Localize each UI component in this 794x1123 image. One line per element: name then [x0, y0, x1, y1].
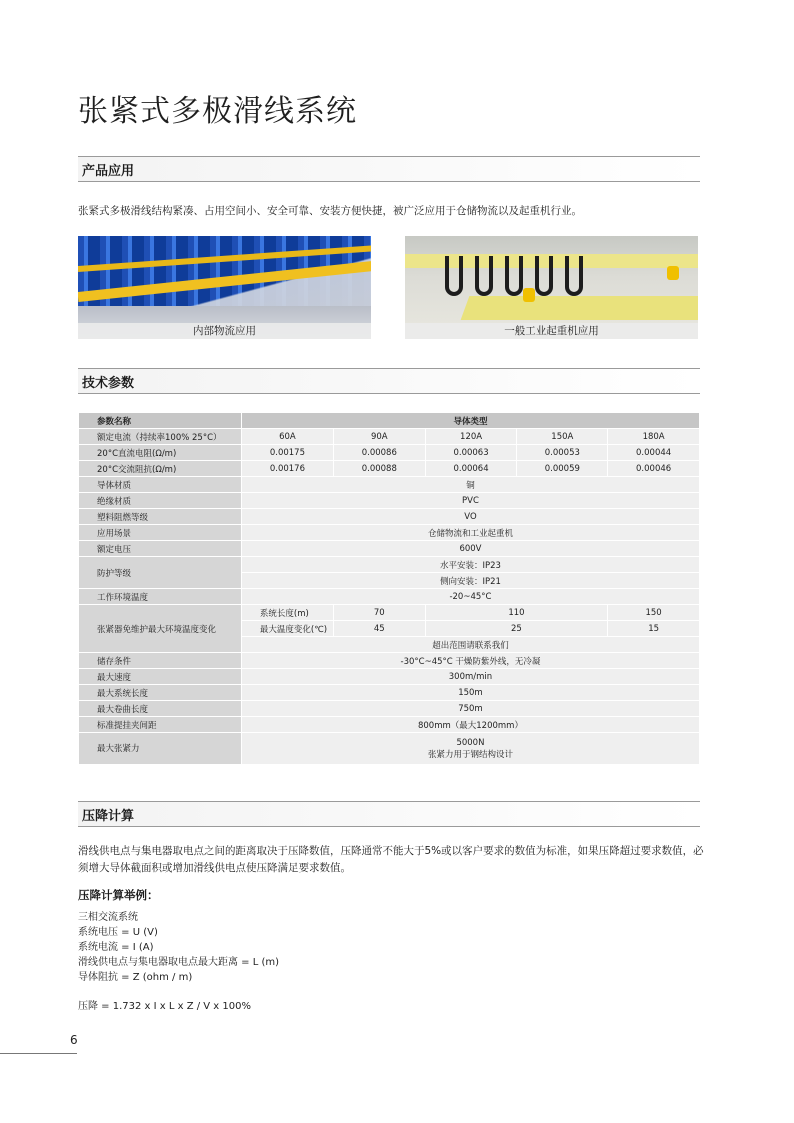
row-label: 绝缘材质 [79, 493, 242, 509]
table-row [79, 685, 700, 701]
table-row [79, 413, 700, 429]
table-cell: 600V [241, 541, 699, 557]
table-cell: 0.00175 [241, 445, 333, 461]
table-row [79, 509, 700, 525]
table-row [79, 445, 700, 461]
table-row [79, 669, 700, 685]
section-header-specs [78, 368, 700, 394]
table-cell: 180A [608, 429, 700, 445]
formula-line: 导体阻抗 = Z (ohm / m) [78, 972, 193, 983]
table-cell: 800mm（最大1200mm） [241, 717, 699, 733]
table-row [79, 653, 700, 669]
table-cell: 0.00053 [517, 445, 608, 461]
table-cell: 仓储物流和工业起重机 [241, 525, 699, 541]
type-header: 导体类型 [241, 413, 699, 429]
table-cell: 15 [608, 621, 700, 637]
row-label: 最大张紧力 [79, 733, 242, 765]
table-cell: 70 [333, 605, 425, 621]
table-row [79, 605, 700, 621]
row-label: 张紧器免维护最大环境温度变化 [79, 605, 242, 653]
param-header: 参数名称 [79, 413, 242, 429]
formula-line: 系统电流 = I (A) [78, 942, 154, 953]
table-cell [241, 733, 699, 765]
table-cell: 侧向安装：IP21 [241, 573, 699, 589]
formula-line: 系统电压 = U (V) [78, 927, 158, 938]
spec-table [78, 412, 700, 765]
formula-result: 压降 = 1.732 x I x L x Z / V x 100% [78, 1001, 251, 1012]
section-heading: 压降计算 [82, 809, 135, 824]
table-row [79, 701, 700, 717]
table-cell: 150A [517, 429, 608, 445]
table-cell: 120A [425, 429, 517, 445]
table-cell: 0.00063 [425, 445, 517, 461]
logistics-photo [78, 236, 371, 339]
table-cell: 铜 [241, 477, 699, 493]
table-cell: 300m/min [241, 669, 699, 685]
section-header-application [78, 156, 700, 182]
section-heading: 技术参数 [82, 376, 135, 391]
table-cell: 水平安装：IP23 [241, 557, 699, 573]
table-cell: 60A [241, 429, 333, 445]
table-cell: -20~45°C [241, 589, 699, 605]
table-cell: 0.00059 [517, 461, 608, 477]
page-title: 张紧式多极滑线系统 [78, 94, 357, 129]
table-cell: 750m [241, 701, 699, 717]
row-label: 最大系统长度 [79, 685, 242, 701]
row-label: 防护等级 [79, 557, 242, 589]
example-title: 压降计算举例： [78, 888, 159, 902]
table-cell: PVC [241, 493, 699, 509]
table-row [79, 733, 700, 765]
table-cell: 0.00088 [333, 461, 425, 477]
table-cell: 110 [425, 605, 608, 621]
row-label: 导体材质 [79, 477, 242, 493]
table-cell: 最大温度变化(℃) [241, 621, 333, 637]
table-row [79, 557, 700, 573]
tension-note: 张紧力用于钢结构设计 [427, 749, 513, 760]
row-label: 额定电压 [79, 541, 242, 557]
table-cell: 0.00064 [425, 461, 517, 477]
section-heading: 产品应用 [82, 164, 135, 179]
footer-divider [0, 1053, 77, 1054]
section-header-voltage-drop [78, 801, 700, 827]
row-label: 储存条件 [79, 653, 242, 669]
table-cell: 150 [608, 605, 700, 621]
row-label: 20°C直流电阻(Ω/m) [79, 445, 242, 461]
voltage-drop-text: 滑线供电点与集电器取电点之间的距离取决于压降数值，压降通常不能大于5%或以客户要求的数值为标准，如果压降超过要求数值，必须增大导体截面积或增加滑线供电点使压降满足要求数值。 [78, 845, 704, 874]
table-row [79, 717, 700, 733]
row-label: 标准提挂夹间距 [79, 717, 242, 733]
table-row [79, 541, 700, 557]
table-cell: 0.00044 [608, 445, 700, 461]
table-row [79, 589, 700, 605]
formula-line: 滑线供电点与集电器取电点最大距离 = L (m) [78, 957, 280, 968]
photo-caption: 一般工业起重机应用 [405, 323, 698, 339]
table-row [79, 461, 700, 477]
table-cell: -30°C~45°C 干燥防紫外线，无冷凝 [241, 653, 699, 669]
table-row [79, 525, 700, 541]
table-cell: 超出范围请联系我们 [241, 637, 699, 653]
row-label: 额定电流（持续率100% 25°C） [79, 429, 242, 445]
table-cell: 0.00046 [608, 461, 700, 477]
row-label: 20°C交流阻抗(Ω/m) [79, 461, 242, 477]
table-cell: 0.00176 [241, 461, 333, 477]
row-label: 最大速度 [79, 669, 242, 685]
table-row [79, 429, 700, 445]
table-cell: VO [241, 509, 699, 525]
photo-caption: 内部物流应用 [78, 323, 371, 339]
table-cell: 150m [241, 685, 699, 701]
formula-line: 三相交流系统 [78, 912, 138, 923]
table-cell: 90A [333, 429, 425, 445]
table-cell: 系统长度(m) [241, 605, 333, 621]
row-label: 塑料阻燃等级 [79, 509, 242, 525]
row-label: 最大卷曲长度 [79, 701, 242, 717]
row-label: 应用场景 [79, 525, 242, 541]
table-cell: 25 [425, 621, 608, 637]
table-row [79, 477, 700, 493]
application-text: 张紧式多极滑线结构紧凑、占用空间小、安全可靠、安装方便快捷，被广泛应用于仓储物流以及起重机行业。 [78, 205, 582, 217]
table-row [79, 493, 700, 509]
table-cell: 0.00086 [333, 445, 425, 461]
crane-photo [405, 236, 698, 339]
tension-value: 5000N [456, 737, 485, 748]
table-cell: 45 [333, 621, 425, 637]
page-number: 6 [70, 1033, 78, 1047]
row-label: 工作环境温度 [79, 589, 242, 605]
